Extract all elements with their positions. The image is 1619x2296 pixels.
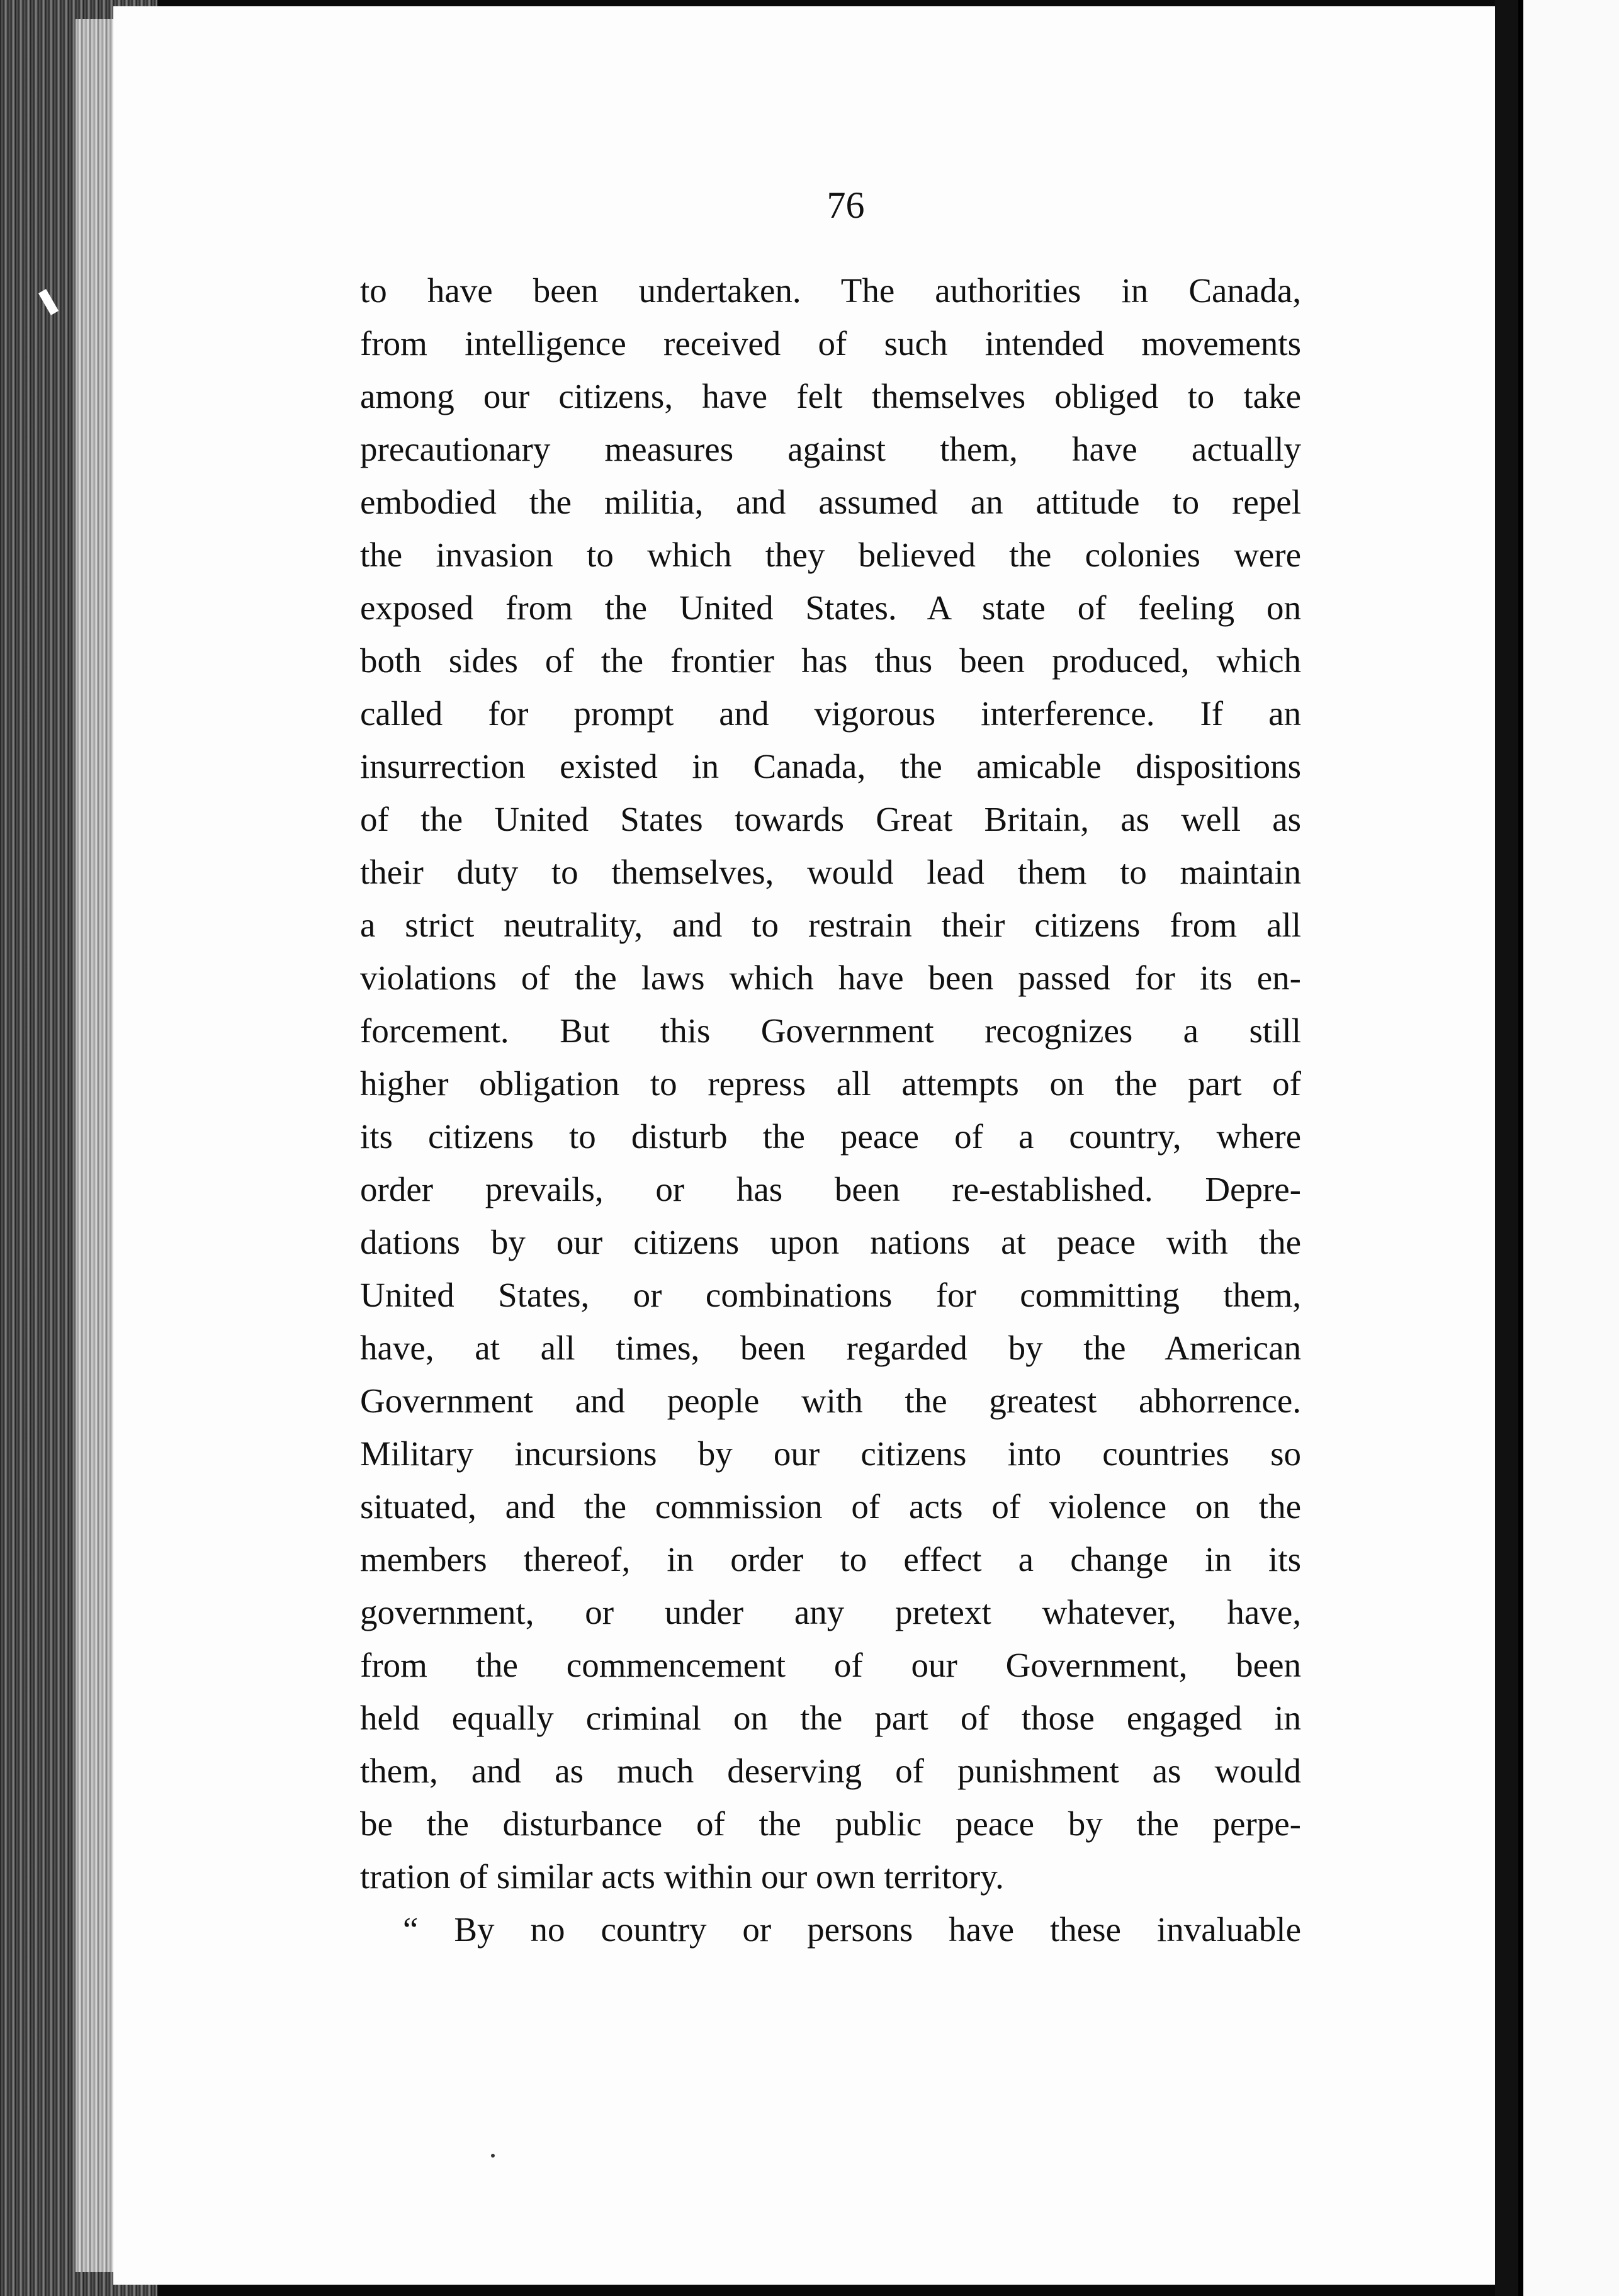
page-number: 76: [826, 184, 865, 226]
text-line: from intelligence received of such intended movements: [360, 324, 1301, 363]
text-line: Military incursions by our citizens into countries so: [360, 1434, 1301, 1473]
body-text: [360, 264, 1301, 1956]
text-line: the invasion to which they believed the colonies were: [360, 536, 1301, 574]
text-line: order prevails, or has been re-established. Depre-: [360, 1170, 1301, 1208]
text-line: held equally criminal on the part of those engaged in: [360, 1699, 1301, 1737]
text-line: their duty to themselves, would lead them to maintain: [360, 853, 1301, 891]
text-line: to have been undertaken. The authorities in Canada,: [360, 271, 1301, 310]
text-line: embodied the militia, and assumed an attitude to repel: [360, 483, 1301, 521]
text-line: “ By no country or persons have these invaluable: [403, 1910, 1301, 1949]
text-line: higher obligation to repress all attempts on the part of: [360, 1064, 1301, 1103]
text-line: tration of similar acts within our own territory.: [360, 1857, 1004, 1896]
text-line: them, and as much deserving of punishment as would: [360, 1752, 1301, 1790]
text-line: United States, or combinations for committing them,: [360, 1276, 1301, 1314]
text-line: situated, and the commission of acts of violence on the: [360, 1487, 1301, 1526]
text-line: insurrection existed in Canada, the amicable dispositions: [360, 747, 1301, 785]
text-line: called for prompt and vigorous interference. If an: [360, 694, 1301, 733]
text-line: precautionary measures against them, have actually: [360, 430, 1301, 468]
text-line: both sides of the frontier has thus been produced, which: [360, 641, 1301, 680]
text-line: its citizens to disturb the peace of a country, where: [360, 1117, 1301, 1156]
text-line: Government and people with the greatest abhorrence.: [360, 1382, 1301, 1420]
text-line: a strict neutrality, and to restrain their citizens from all: [360, 906, 1301, 944]
ink-speck: [491, 2154, 495, 2158]
text-line: government, or under any pretext whatever, have,: [360, 1593, 1301, 1631]
text-line: among our citizens, have felt themselves obliged to take: [360, 377, 1301, 415]
gutter-shadow: [1495, 0, 1520, 2296]
text-line: violations of the laws which have been passed for its en-: [360, 959, 1301, 997]
text-line: dations by our citizens upon nations at peace with the: [360, 1223, 1301, 1261]
text-line: have, at all times, been regarded by the American: [360, 1329, 1301, 1367]
facing-page-edge: [1511, 0, 1619, 2296]
text-line: members thereof, in order to effect a change in its: [360, 1540, 1301, 1578]
gutter-line: [1518, 0, 1523, 2296]
text-line: of the United States towards Great Britain, as well as: [360, 800, 1301, 838]
text-line: be the disturbance of the public peace by the perpe-: [360, 1804, 1301, 1843]
text-line: exposed from the United States. A state of feeling on: [360, 588, 1301, 627]
text-line: forcement. But this Government recognizes a still: [360, 1011, 1301, 1050]
text-line: from the commencement of our Government, been: [360, 1646, 1301, 1684]
